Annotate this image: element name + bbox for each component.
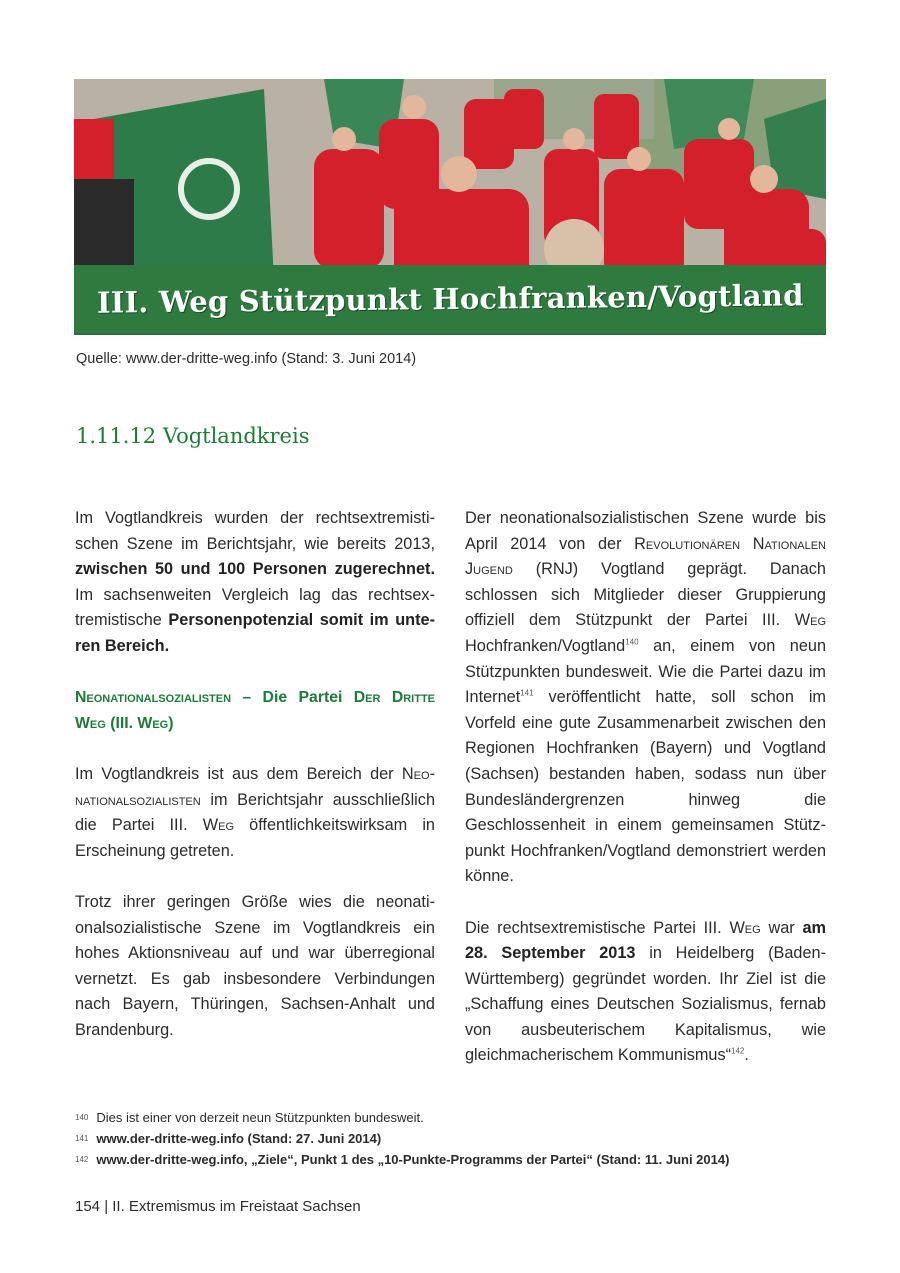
footnote-item: 141 www.der-dritte-weg.info (Stand: 27. Juni 2014) xyxy=(75,1131,382,1146)
photo-banner xyxy=(74,265,826,333)
footnote-ref[interactable]: 142 xyxy=(731,1047,745,1057)
left-column xyxy=(75,506,435,1069)
paragraph: Trotz ihrer geringen Größe wies die neonationalsozialistische Szene im Vogtlandkreis ein hohes Aktionsniveau auf und war überregional vernetzt. Es gab insbesondere Verbindungen nach Bayern, Thüringen, Sachsen-Anhalt und Brandenburg. xyxy=(75,892,435,1039)
footnotes xyxy=(75,1107,835,1170)
paragraph: Der neonationalsozialistischen Szene wurde bis April 2014 von der Revolutionären Nationalen Jugend (RNJ) Vogtland geprägt. Danach schlossen sich Mitglieder dieser Gruppierung offiziell dem Stützpunkt der Partei III. Weg Hochfranken/Vogtland$^{140}$ an, einem von neun Stützpunkten bundesweit. Wie die Partei dazu im Internet$^{141}$ veröffentlicht hatte, soll schon im Vorfeld eine gute Zusammenarbeit zwischen den Regionen Hochfranken (Bayern) und Vogtland (Sachsen) bestanden haben, sodass nun über Bundesländergrenzen hinweg die Geschlossenheit in einem gemeinsamen Stützpunkt Hochfranken/Vogtland demonstriert werden könne. xyxy=(465,509,826,886)
footnote-ref[interactable]: 141 xyxy=(520,688,534,698)
paragraph: Im Vogtlandkreis wurden der rechtsextremistischen Szene im Berichtsjahr, wie bereits 2013, zwischen 50 und 100 Personen zugerechnet. Im sachsenweiten Vergleich lag das rechtsextremistische Personenpotenzial somit im unteren Bereich. xyxy=(75,509,435,655)
footnote-ref[interactable]: 140 xyxy=(625,637,639,647)
page-footer: 154 | II. Extremismus im Freistaat Sachsen xyxy=(75,1198,361,1215)
header-photo xyxy=(74,79,826,335)
photo-caption: Quelle: www.der-dritte-weg.info (Stand: 3. Juni 2014) xyxy=(76,351,417,367)
banner-title: III. Weg Stützpunkt Hochfranken/Vogtland xyxy=(96,278,804,320)
right-column xyxy=(465,506,826,1095)
paragraph: Die rechtsextremistische Partei III. Weg war am 28. September 2013 in Heidelberg (Baden-Württemberg) gegründet worden. Ihr Ziel ist die „Schaffung eines Deutschen Sozialismus, fernab von ausbeuterischem Kapitalismus, wie gleichmacherischem Kommunismus“$^{142}$. xyxy=(465,918,826,1065)
subsection-heading: Neonationalsozialisten – Die Partei Der Dritte Weg (III. Weg) xyxy=(75,689,435,732)
footnote-item: 142 www.der-dritte-weg.info, „Ziele“, Punkt 1 des „10-Punkte-Programms der Partei“ (Stand: 11. Juni 2014) xyxy=(75,1152,730,1167)
section-title: 1.11.12 Vogtlandkreis xyxy=(76,424,310,448)
paragraph: Im Vogtlandkreis ist aus dem Bereich der Neonationalsozialisten im Berichtsjahr ausschließlich die Partei III. Weg öffentlichkeitswirksam in Erscheinung getreten. xyxy=(75,764,435,860)
footnote-item: 140 Dies ist einer von derzeit neun Stützpunkten bundesweit. xyxy=(75,1110,424,1125)
